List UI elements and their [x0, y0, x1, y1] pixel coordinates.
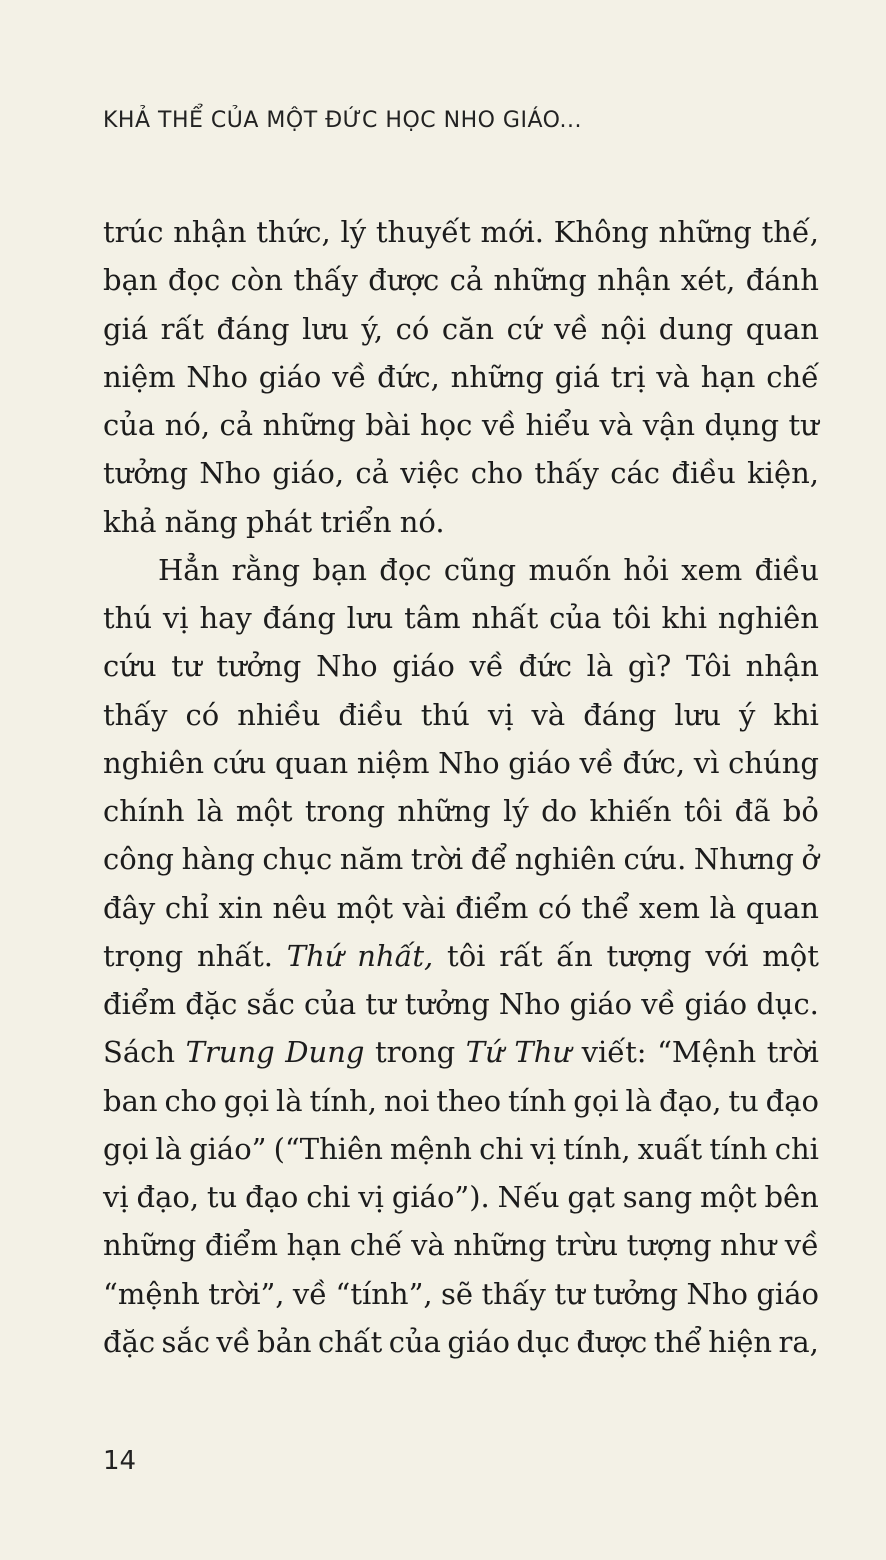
word: Dung	[285, 1035, 365, 1070]
word: trong	[375, 1035, 456, 1070]
word: của	[304, 987, 357, 1021]
word: dục	[516, 1324, 570, 1359]
word: điều	[671, 456, 736, 491]
word: mệnh	[389, 1131, 472, 1166]
word: thể	[653, 1324, 702, 1359]
word: tôi	[447, 938, 486, 973]
word: ý,	[361, 311, 384, 346]
word: một	[699, 1180, 757, 1214]
word: giáo	[447, 1324, 510, 1359]
word: thể	[581, 890, 630, 925]
word: xem	[639, 890, 701, 925]
word: cứu	[212, 745, 267, 780]
word: về	[481, 408, 517, 442]
word: đọc	[167, 263, 221, 298]
word: nó,	[164, 408, 211, 442]
word: cứu.	[623, 842, 687, 877]
word: vị	[530, 1131, 557, 1166]
word: tâm	[404, 601, 461, 635]
word: căn	[441, 311, 495, 346]
word: đức,	[377, 359, 440, 394]
word: dụng	[704, 408, 780, 442]
word: có	[185, 697, 220, 732]
word: thấy	[481, 1276, 546, 1311]
word: đạo,	[658, 1083, 722, 1118]
word: khi	[661, 601, 708, 635]
word: vì	[693, 745, 720, 780]
word: rằng	[231, 552, 301, 587]
word: là	[155, 1131, 182, 1166]
word: nghiên	[514, 842, 616, 877]
word: nghiên	[103, 745, 205, 780]
word: gọi	[103, 1131, 149, 1166]
word: xét,	[680, 263, 736, 298]
word: nhận	[173, 215, 247, 249]
word: một	[762, 938, 819, 973]
word: cả	[355, 456, 389, 491]
word: chục	[262, 842, 333, 877]
word: tượng	[606, 938, 692, 973]
word: đã	[734, 794, 771, 828]
word: chi	[774, 1131, 819, 1166]
word: thú	[103, 601, 153, 635]
word: nêu	[272, 890, 327, 925]
word: mới.	[480, 215, 544, 249]
word: thú	[420, 697, 470, 732]
word: giá	[103, 311, 149, 346]
word: bạn	[312, 552, 367, 587]
word: và	[411, 1228, 445, 1263]
word: tôi	[683, 794, 723, 828]
word: một	[235, 794, 293, 828]
word: Thư	[514, 1035, 572, 1070]
word: như	[720, 1228, 777, 1263]
word: giáo”).	[391, 1180, 490, 1214]
word: thế,	[761, 215, 819, 249]
word: giá	[554, 359, 600, 394]
word: tính,	[563, 1131, 631, 1166]
word: đây	[103, 890, 156, 925]
word: khi	[773, 697, 819, 732]
word: Nho	[316, 649, 378, 684]
word: theo	[436, 1083, 502, 1118]
word: vài	[402, 890, 446, 925]
word: các	[610, 456, 661, 491]
word: sắc	[161, 1324, 210, 1359]
word: Tôi	[685, 649, 731, 684]
word: Nhưng	[693, 842, 794, 877]
word: giáo	[569, 987, 633, 1021]
word: ra,	[778, 1324, 819, 1359]
word: đặc	[103, 1324, 156, 1359]
word: sắc	[246, 987, 295, 1021]
word: trong	[304, 794, 386, 828]
word: viết:	[581, 1035, 647, 1070]
word: đạo	[245, 1180, 299, 1214]
word: điểm	[103, 987, 177, 1021]
word: những	[450, 359, 544, 394]
word: gì?	[627, 649, 672, 684]
word: tính	[508, 1083, 567, 1118]
word: bên	[764, 1180, 819, 1214]
word: chi	[306, 1180, 351, 1214]
word: chúng	[728, 745, 819, 780]
word: noi	[383, 1083, 430, 1118]
word: những	[453, 1228, 547, 1263]
word: xin	[218, 890, 263, 925]
word: Nho	[199, 456, 261, 491]
word: và	[599, 408, 634, 442]
word: trời”,	[208, 1276, 285, 1311]
word: tư	[554, 1276, 585, 1311]
word: điều	[754, 552, 819, 587]
word: trời	[766, 1035, 819, 1070]
word: về	[216, 1324, 251, 1359]
word: nghiên	[717, 601, 819, 635]
word: có	[538, 890, 572, 925]
word: cả	[449, 263, 484, 298]
word: giáo,	[272, 456, 345, 491]
word: dung	[658, 311, 734, 346]
word: niệm	[356, 745, 430, 780]
word: gọi	[223, 1083, 270, 1118]
word: niệm	[103, 359, 176, 394]
word: là	[625, 1083, 653, 1118]
word: sang	[622, 1180, 693, 1214]
word: “Mệnh	[657, 1035, 757, 1070]
word: quan	[274, 745, 349, 780]
word: tưởng	[593, 1276, 679, 1311]
word: bỏ	[782, 794, 819, 828]
word: nhất.	[197, 938, 273, 973]
word: ý	[738, 697, 756, 732]
word: bạn	[103, 263, 158, 298]
text-line	[103, 449, 819, 497]
word: còn	[230, 263, 283, 298]
text-line	[103, 1270, 819, 1318]
word: vị	[103, 1180, 129, 1214]
word: trúc	[103, 215, 164, 249]
word: tu	[728, 1083, 759, 1118]
text-line	[103, 691, 819, 739]
word: có	[395, 311, 430, 346]
word: chỉ	[164, 890, 210, 925]
word: về	[469, 649, 504, 684]
word: Nho	[186, 359, 248, 394]
word: thấy	[293, 263, 358, 298]
text-line	[103, 1221, 819, 1269]
text-line	[103, 884, 819, 932]
word: nhất	[471, 601, 539, 635]
word: trừu	[555, 1228, 619, 1263]
text-line	[103, 256, 819, 304]
word: rất	[499, 938, 543, 973]
word: là	[196, 794, 224, 828]
word: Thứ	[286, 938, 344, 973]
word: Tứ	[465, 1035, 504, 1070]
text-line	[103, 208, 819, 256]
word: là	[709, 890, 737, 925]
word: tưởng	[216, 649, 302, 684]
word: giáo	[258, 359, 322, 394]
word: giáo	[508, 745, 571, 780]
word: chế	[349, 1228, 403, 1263]
word: khiến	[589, 794, 672, 828]
word: cũng	[443, 552, 517, 587]
text-line	[103, 1318, 819, 1366]
word: lưu	[674, 697, 721, 732]
word: bài	[365, 408, 411, 442]
word: rất	[160, 311, 204, 346]
text-line	[103, 353, 819, 401]
word: về	[641, 987, 676, 1021]
word: “mệnh	[103, 1276, 200, 1311]
word: thấy	[103, 697, 168, 732]
text-line	[103, 401, 819, 449]
word: Trung	[185, 1035, 275, 1070]
word: về	[784, 1228, 819, 1263]
word: việc	[400, 456, 460, 491]
word: nhận	[745, 649, 819, 684]
text-line	[103, 787, 819, 835]
word: hàng	[181, 842, 255, 877]
word: tu	[206, 1180, 238, 1214]
word: về	[579, 745, 614, 780]
word: giáo	[684, 987, 748, 1021]
word: kiện,	[747, 456, 819, 491]
word: Nho	[438, 745, 500, 780]
word: đáng	[583, 697, 657, 732]
text-line	[103, 739, 819, 787]
word: nó.	[399, 504, 445, 539]
word: lý	[340, 215, 367, 249]
word: cả	[219, 408, 254, 442]
word: chất	[317, 1324, 383, 1359]
word: xem	[681, 552, 743, 587]
text-line	[103, 932, 819, 980]
word: được	[368, 263, 440, 298]
word: sẽ	[441, 1276, 474, 1311]
word: hạn	[286, 1228, 342, 1263]
word: tượng	[626, 1228, 712, 1263]
word: đạo,	[136, 1180, 200, 1214]
word: ban	[103, 1083, 158, 1118]
word: chính	[103, 794, 185, 828]
word: cứu	[103, 649, 157, 684]
word: quan	[745, 890, 819, 925]
text-line	[103, 498, 819, 546]
word: nhiều	[237, 697, 321, 732]
word: nhận	[597, 263, 671, 298]
word: một	[336, 890, 394, 925]
text-line	[103, 1173, 819, 1221]
word: đáng	[262, 601, 336, 635]
word: hạn	[700, 359, 756, 394]
word: nội	[600, 311, 647, 346]
word: về	[554, 311, 589, 346]
word: thuyết	[375, 215, 471, 249]
word: tính,	[309, 1083, 377, 1118]
text-line	[103, 642, 819, 690]
word: là	[586, 649, 614, 684]
word: tưởng	[404, 987, 490, 1021]
word: cứ	[506, 311, 542, 346]
word: cho	[164, 1083, 217, 1118]
word: học	[419, 408, 473, 442]
word: khả	[103, 504, 157, 539]
word: cho	[470, 456, 524, 491]
word: được	[576, 1324, 648, 1359]
word: vị	[358, 1180, 384, 1214]
word: gạt	[567, 1180, 615, 1214]
word: tôi	[612, 601, 651, 635]
word: đặc	[185, 987, 238, 1021]
word: đức,	[622, 745, 686, 780]
word: để	[470, 842, 508, 877]
word: bản	[257, 1324, 312, 1359]
word: điểm	[204, 1228, 279, 1263]
word: của	[549, 601, 602, 635]
text-line	[103, 305, 819, 353]
word: thức,	[256, 215, 331, 249]
word: triển	[320, 504, 392, 539]
word: điểm	[455, 890, 529, 925]
word: Hẳn	[158, 552, 220, 587]
word: tính	[709, 1131, 768, 1166]
word: đức	[518, 649, 572, 684]
word: gọi	[573, 1083, 619, 1118]
word: những	[397, 794, 491, 828]
word: hiểu	[525, 408, 591, 442]
word: thấy	[534, 456, 599, 491]
text-line	[103, 1125, 819, 1173]
word: những	[493, 263, 587, 298]
word: “tính”,	[335, 1276, 433, 1311]
word: những	[103, 1228, 197, 1263]
text-line	[103, 594, 819, 642]
word: giáo	[392, 649, 455, 684]
text-line	[103, 980, 819, 1028]
word: chi	[479, 1131, 524, 1166]
word: về	[332, 359, 367, 394]
word: hiện	[708, 1324, 773, 1359]
word: muốn	[528, 552, 612, 587]
word: điều	[338, 697, 403, 732]
word: những	[658, 215, 752, 249]
word: Nếu	[497, 1180, 560, 1214]
word: của	[103, 408, 156, 442]
word: trời	[410, 842, 464, 877]
word: vị	[487, 697, 514, 732]
word: giáo”	[189, 1131, 267, 1166]
word: năm	[339, 842, 404, 877]
word: về	[292, 1276, 328, 1311]
word: (“Thiên	[273, 1131, 383, 1166]
word: chế	[766, 359, 819, 394]
word: đánh	[745, 263, 819, 298]
word: năng	[164, 504, 238, 539]
word: quan	[745, 311, 819, 346]
word: tư	[788, 408, 819, 442]
word: với	[705, 938, 749, 973]
word: trọng	[103, 938, 184, 973]
word: những	[262, 408, 356, 442]
word: phát	[245, 504, 313, 539]
word: vị	[162, 601, 189, 635]
text-line	[103, 1028, 819, 1076]
word: tưởng	[103, 456, 189, 491]
word: đáng	[216, 311, 290, 346]
body-text	[103, 208, 819, 1366]
word: hay	[199, 601, 252, 635]
word: tư	[365, 987, 396, 1021]
word: giáo	[756, 1276, 819, 1311]
word: Sách	[103, 1035, 176, 1070]
page-number: 14	[103, 1446, 137, 1476]
word: Nho	[498, 987, 561, 1021]
word: là	[275, 1083, 303, 1118]
word: ấn	[556, 938, 593, 973]
word: dục.	[756, 987, 819, 1021]
running-header: KHẢ THỂ CỦA MỘT ĐỨC HỌC NHO GIÁO...	[103, 108, 583, 133]
word: do	[541, 794, 578, 828]
word: của	[388, 1324, 441, 1359]
word: Nho	[686, 1276, 748, 1311]
word: và	[531, 697, 566, 732]
word: và	[656, 359, 690, 394]
word: tư	[171, 649, 202, 684]
word: ở	[801, 842, 819, 877]
word: hỏi	[623, 552, 669, 587]
text-line	[103, 546, 819, 594]
word: trị	[610, 359, 646, 394]
word: công	[103, 842, 174, 877]
word: đạo	[765, 1083, 819, 1118]
word: lý	[503, 794, 529, 828]
text-line	[103, 1077, 819, 1125]
word: Không	[553, 215, 649, 249]
word: đọc	[379, 552, 432, 587]
word: lưu	[302, 311, 349, 346]
word: xuất	[637, 1131, 703, 1166]
word: vận	[642, 408, 696, 442]
word: lưu	[346, 601, 394, 635]
text-line	[103, 835, 819, 883]
word: nhất,	[357, 938, 434, 973]
